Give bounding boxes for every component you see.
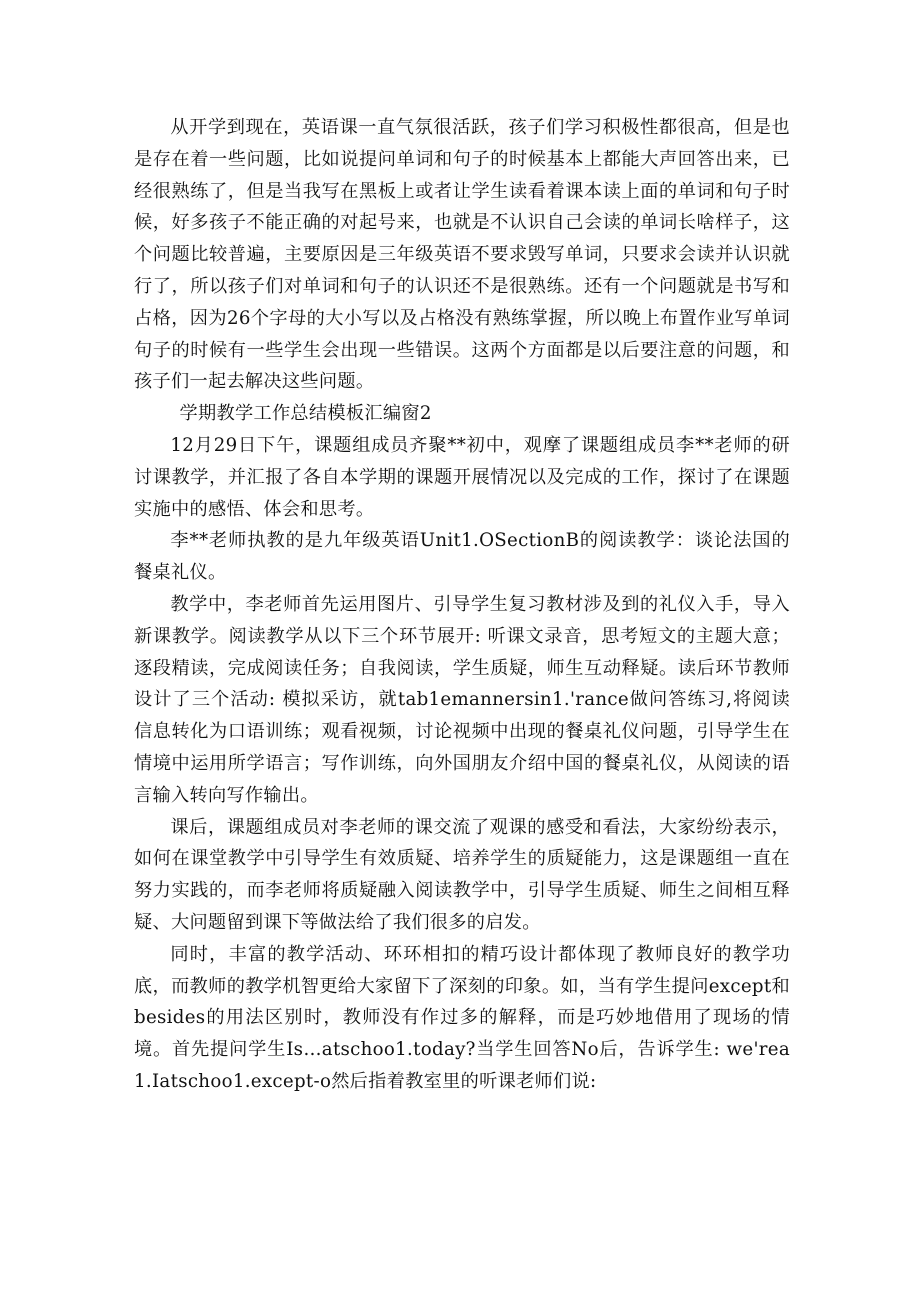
paragraph-teaching-process: 教学中，李老师首先运用图片、引导学生复习教材涉及到的礼仪入手，导入新课教学。阅读教学从以下三个环节展开: 听课文录音，思考短文的主题大意；逐段精读，完成阅读任务；自我阅读，学生质疑，师生互动释疑。读后环节教师设计了三个活动: 模拟采访，就tab1emannersin1.'rance做问答练习,将阅读信息转化为口语训练；观看视频，讨论视频中出现的餐桌礼仪问题，引导学生在情境中运用所学语言；写作训练，向外国朋友介绍中国的餐桌礼仪，从阅读的语言输入转向写作输出。 xyxy=(134,593,790,806)
paragraph-research-meeting: 12月29日下午，课题组成员齐聚**初中，观摩了课题组成员李**老师的研讨课教学，并汇报了各自本学期的课题开展情况以及完成的工作，探讨了在课题实施中的感悟、体会和思考。 xyxy=(134,434,790,520)
paragraph-after-class: 课后，课题组成员对李老师的课交流了观课的感受和看法，大家纷纷表示，如何在课堂教学中引导学生有效质疑、培养学生的质疑能力，这是课题组一直在努力实践的，而李老师将质疑融入阅读教学中，引导学生质疑、师生之间相互释疑、大问题留到课下等做法给了我们很多的启发。 xyxy=(134,816,790,933)
paragraph-teaching-wisdom: 同时，丰富的教学活动、环环相扣的精巧设计都体现了教师良好的教学功底，而教师的教学机智更给大家留下了深刻的印象。如，当有学生提问except和besides的用法区别时，教师没有作过多的解释，而是巧妙地借用了现场的情境。首先提问学生Is…atschoo1.today?当学生回答No后，告诉学生: we'rea1.Iatschoo1.except-o然后指着教室里的听课老师们说: xyxy=(134,943,790,1092)
section-heading: 学期教学工作总结模板汇编窗2 xyxy=(179,403,432,425)
document-page xyxy=(134,112,790,1098)
paragraph-english-class-issues: 从开学到现在，英语课一直气氛很活跃，孩子们学习积极性都很高，但是也是存在着一些问题，比如说提问单词和句子的时候基本上都能大声回答出来，已经很熟练了，但是当我写在黑板上或者让学生读看着课本读上面的单词和句子时候，好多孩子不能正确的对起号来，也就是不认识自己会读的单词长啥样子，这个问题比较普遍，主要原因是三年级英语不要求毁写单词，只要求会读并认识就行了，所以孩子们对单词和句子的认识还不是很熟练。还有一个问题就是书写和占格，因为26个字母的大小写以及占格没有熟练掌握，所以晚上布置作业写单词句子的时候有一些学生会出现一些错误。这两个方面都是以后要注意的问题，和孩子们一起去解决这些问题。 xyxy=(134,117,790,393)
paragraph-lesson-topic: 李**老师执教的是九年级英语Unit1.OSectionB的阅读教学：谈论法国的餐桌礼仪。 xyxy=(134,530,790,584)
